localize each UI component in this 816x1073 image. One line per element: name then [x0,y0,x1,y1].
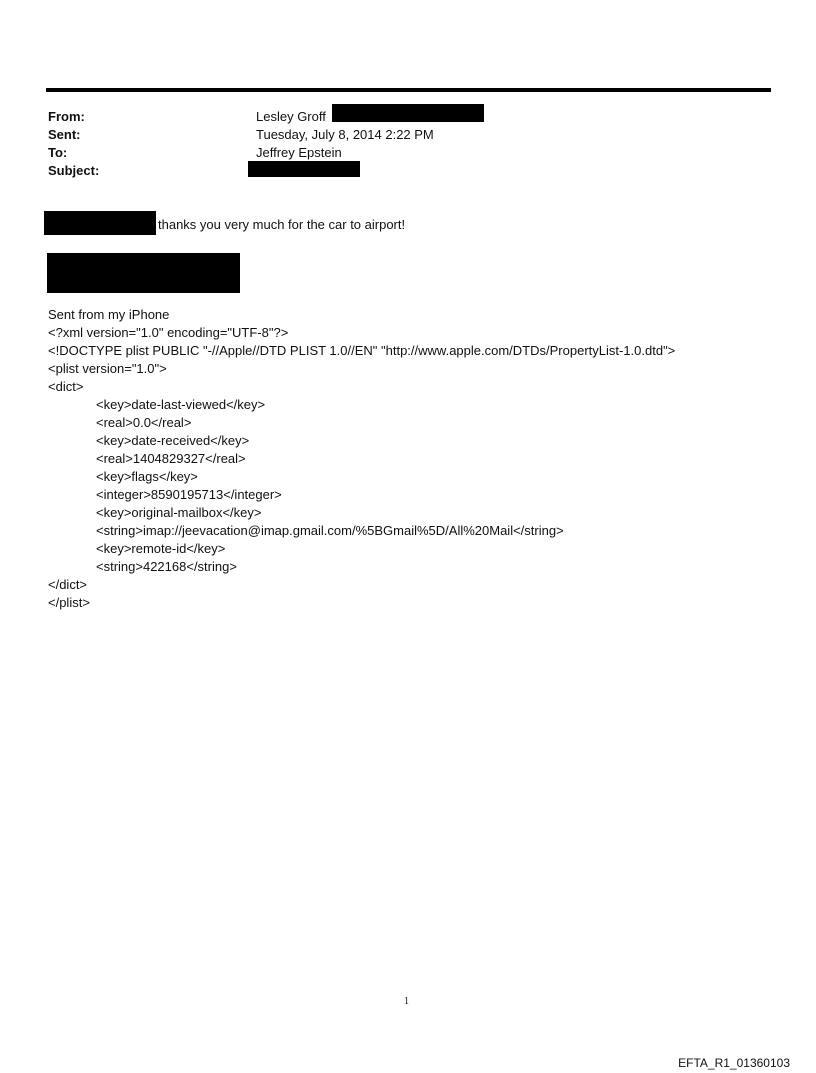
subject-redaction [248,161,360,177]
xml-line: <key>flags</key> [96,469,198,484]
message-text: thanks you very much for the car to airport! [158,217,406,232]
page-number: 1 [404,996,409,1007]
xml-line: <string>422168</string> [96,559,237,574]
xml-line: <key>date-received</key> [96,433,250,448]
xml-line: </dict> [48,577,88,592]
to-label: To: [48,145,68,160]
xml-line: <key>date-last-viewed</key> [96,397,266,412]
from-email-redaction [332,104,484,122]
xml-line: <key>remote-id</key> [96,541,226,556]
sent-value: Tuesday, July 8, 2014 2:22 PM [256,127,434,142]
sent-label: Sent: [48,127,81,142]
to-value: Jeffrey Epstein [256,145,342,160]
xml-line: <?xml version="1.0" encoding="UTF-8"?> [48,325,289,340]
xml-line: <integer>8590195713</integer> [96,487,282,502]
body-redaction [47,253,240,293]
xml-line: <!DOCTYPE plist PUBLIC "-//Apple//DTD PLIST 1.0//EN" "http://www.apple.com/DTDs/PropertyList-1.0.dtd"> [48,343,676,358]
greeting-redaction [44,211,156,235]
header-rule [46,88,771,92]
document-id: EFTA_R1_01360103 [678,1056,790,1070]
from-label: From: [48,109,85,124]
xml-line: </plist> [48,595,90,610]
xml-line: <real>0.0</real> [96,415,192,430]
xml-line: <plist version="1.0"> [48,361,167,376]
message-body-block [48,306,675,612]
signature-line: Sent from my iPhone [48,307,170,322]
xml-line: <string>imap://jeevacation@imap.gmail.com/%5BGmail%5D/All%20Mail</string> [96,523,564,538]
xml-line: <real>1404829327</real> [96,451,246,466]
xml-line: <dict> [48,379,84,394]
from-value: Lesley Groff [256,109,326,124]
xml-line: <key>original-mailbox</key> [96,505,262,520]
subject-label: Subject: [48,163,100,178]
